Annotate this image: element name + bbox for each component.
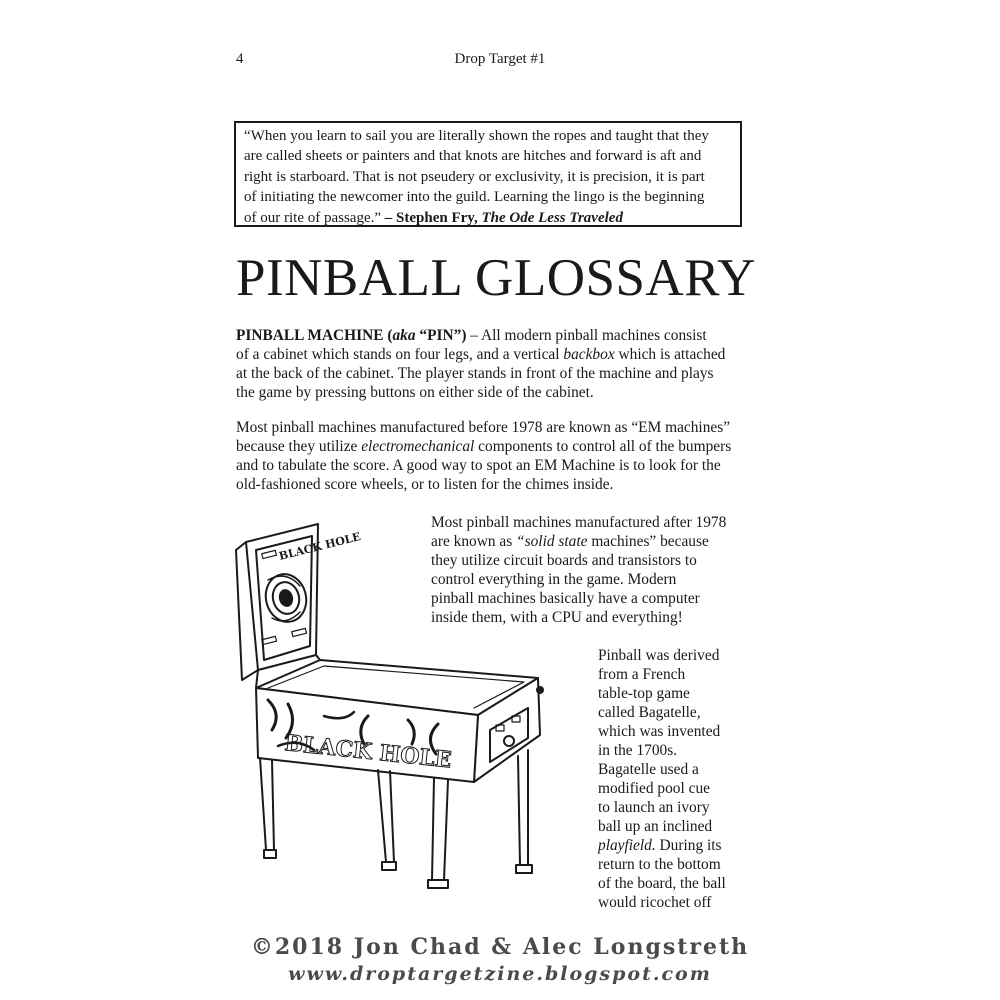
- paragraph-line: from a French: [598, 666, 686, 683]
- paragraph-emphasis: electromechanical: [361, 438, 475, 455]
- epigraph-text: of our rite of passage.”: [244, 209, 385, 226]
- epigraph-line: of initiating the newcomer into the guild. Learning the lingo is the beginning: [244, 189, 705, 206]
- history-paragraph: [598, 646, 726, 912]
- paragraph-emphasis: playfield.: [598, 837, 656, 854]
- running-head: Drop Target #1: [454, 51, 546, 67]
- epigraph-line: “When you learn to sail you are literally shown the ropes and taught that they: [244, 128, 709, 144]
- paragraph-line: which was invented: [598, 723, 721, 740]
- entry-term-aka: aka: [392, 327, 416, 344]
- entry-text: which is attached: [614, 346, 726, 363]
- paragraph-line: pinball machines basically have a computer: [431, 590, 700, 607]
- paragraph-text: because they utilize: [236, 438, 362, 455]
- epigraph-line: right is starboard. That is not pseudery or exclusivity, it is precision, it is part: [244, 168, 705, 185]
- paragraph-line: and to tabulate the score. A good way to spot an EM Machine is to look for the: [236, 457, 721, 474]
- paragraph-line: Most pinball machines manufactured before 1978 are known as “EM machines”: [236, 419, 731, 436]
- paragraph-text: are known as: [431, 533, 517, 550]
- paragraph-line: they utilize circuit boards and transistors to: [431, 552, 697, 569]
- paragraph-emphasis: “solid state: [516, 533, 588, 550]
- paragraph-text: machines” because: [587, 533, 709, 550]
- paragraph-line: would ricochet off: [598, 894, 712, 911]
- entry-term: PINBALL MACHINE (: [236, 327, 393, 344]
- paragraph-line: old-fashioned score wheels, or to listen for the chimes inside.: [236, 476, 614, 493]
- entry-emphasis: backbox: [563, 346, 615, 363]
- entry-term-end: “PIN”): [415, 327, 467, 344]
- paragraph-text: components to control all of the bumpers: [474, 438, 732, 455]
- paragraph-line: in the 1700s.: [598, 742, 678, 759]
- page-number: 4: [236, 51, 244, 67]
- epigraph-book-title: The Ode Less Traveled: [481, 209, 623, 226]
- paragraph-text: During its: [655, 837, 722, 854]
- em-machines-paragraph: [236, 418, 731, 494]
- entry-text: of a cabinet which stands on four legs, and a vertical: [236, 346, 564, 363]
- epigraph-line-last: [244, 208, 732, 228]
- paragraph-line: modified pool cue: [598, 780, 710, 797]
- backglass-label: BLACK HOLE: [277, 530, 363, 563]
- paragraph-line: ball up an inclined: [598, 818, 713, 835]
- paragraph-line: control everything in the game. Modern: [431, 571, 677, 588]
- paragraph-line: of the board, the ball: [598, 875, 726, 892]
- paragraph-line: to launch an ivory: [598, 799, 710, 816]
- paragraph-line: Most pinball machines manufactured after 1978: [431, 514, 727, 531]
- paragraph-line: table-top game: [598, 685, 690, 702]
- paragraph-line: inside them, with a CPU and everything!: [431, 609, 683, 626]
- footer-copyright: ©2018 Jon Chad & Alec Longstreth: [250, 934, 750, 960]
- entry-definition: – All modern pinball machines consist: [466, 327, 707, 344]
- paragraph-line: Bagatelle used a: [598, 761, 699, 778]
- paragraph-line: return to the bottom: [598, 856, 721, 873]
- entry-text: the game by pressing buttons on either side of the cabinet.: [236, 384, 594, 401]
- paragraph-line: Pinball was derived: [598, 647, 720, 664]
- pinball-machine-illustration: [228, 520, 558, 895]
- entry-text: at the back of the cabinet. The player stands in front of the machine and plays: [236, 365, 714, 382]
- cabinet-label: BLACK HOLE: [283, 730, 453, 774]
- epigraph-box: [234, 121, 742, 227]
- paragraph-line: called Bagatelle,: [598, 704, 701, 721]
- epigraph-attribution: – Stephen Fry,: [384, 209, 482, 226]
- glossary-entry-pinball-machine: [236, 326, 725, 402]
- footer-url: www.droptargetzine.blogspot.com: [288, 963, 712, 985]
- epigraph-line: are called sheets or painters and that knots are hitches and forward is aft and: [244, 148, 702, 165]
- page-title: PINBALL GLOSSARY: [236, 249, 756, 307]
